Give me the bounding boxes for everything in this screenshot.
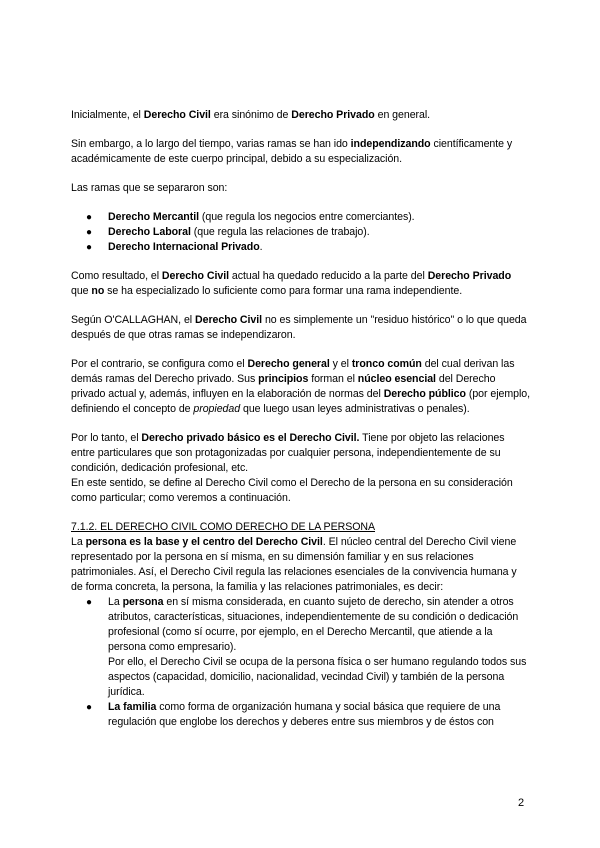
list-item: ● La persona en sí misma considerada, en cuanto sujeto de derecho, sin atender a otros atributos, características, situaciones, independientemente de su condición o dedicación profesional (como sí ocurre, por ejemplo, en el Derecho Mercantil, que atiende a la persona como empresario). Por ello, el Derecho Civil se ocupa de la persona física o ser humano regulando todos sus aspectos (capacidad, domicilio, nacionalidad, vecindad Civil) y también de la persona jurídica. [86,596,527,698]
list-item: ● La familia como forma de organización humana y social básica que requiere de una regulación que englobe los derechos y deberes entre sus miembros y de éstos con [86,701,501,728]
paragraph-result: Como resultado, el Derecho Civil actual ha quedado reducido a la parte del Derecho Privado que no se ha especializado lo suficiente como para formar una rama independiente. [71,270,512,297]
paragraph-independence: Sin embargo, a lo largo del tiempo, varias ramas se han ido independizando científicamente y académicamente de este cuerpo principal, debido a su especialización. [71,138,513,165]
paragraph-branches-intro: Las ramas que se separaron son: [71,182,228,194]
bullet-icon: ● [86,702,92,713]
branches-list [71,210,531,255]
paragraph-intro: Inicialmente, el Derecho Civil era sinónimo de Derecho Privado en general. [71,109,431,121]
bullet-icon: ● [86,212,92,223]
list-item: ● Derecho Internacional Privado. [86,241,263,253]
paragraph-basic-private-law: Por lo tanto, el Derecho privado básico es el Derecho Civil. Tiene por objeto las relaciones entre particulares que son protagonizadas por cualquier persona, independientemente de su condición, dedicación profesional, etc. [71,432,505,474]
paragraph-person: La persona es la base y el centro del Derecho Civil. El núcleo central del Derecho Civil viene representado por la persona en sí misma, en su dimensión familiar y en sus relaciones patrimoniales. Así, el Derecho Civil regula las relaciones esenciales de la convivencia humana y de forma concreta, la persona, la familia y las relaciones patrimoniales, es decir: [71,536,517,593]
paragraph-ocallaghan: Según O'CALLAGHAN, el Derecho Civil no es simplemente un "residuo histórico" o lo que queda después de que otras ramas se independizaron. [71,314,527,341]
list-item: ● Derecho Laboral (que regula las relaciones de trabajo). [86,226,370,238]
section-heading: 7.1.2. EL DERECHO CIVIL COMO DERECHO DE LA PERSONA [71,521,376,533]
bullet-icon: ● [86,242,92,253]
subjects-list [71,595,531,730]
page-number: 2 [518,797,525,809]
list-item: ● Derecho Mercantil (que regula los negocios entre comerciantes). [86,211,415,223]
paragraph-definition: En este sentido, se define al Derecho Civil como el Derecho de la persona en su consideración como particular; como veremos a continuación. [71,477,513,504]
bullet-icon: ● [86,597,92,608]
document-body [71,108,531,730]
bullet-icon: ● [86,227,92,238]
paragraph-general-law: Por el contrario, se configura como el Derecho general y el tronco común del cual derivan las demás ramas del Derecho privado. Sus principios forman el núcleo esencial del Derecho privado actual y, además, influyen en la elaboración de normas del Derecho público (por ejemplo, definiendo el concepto de propiedad que luego usan leyes administrativas o penales). [71,358,531,415]
